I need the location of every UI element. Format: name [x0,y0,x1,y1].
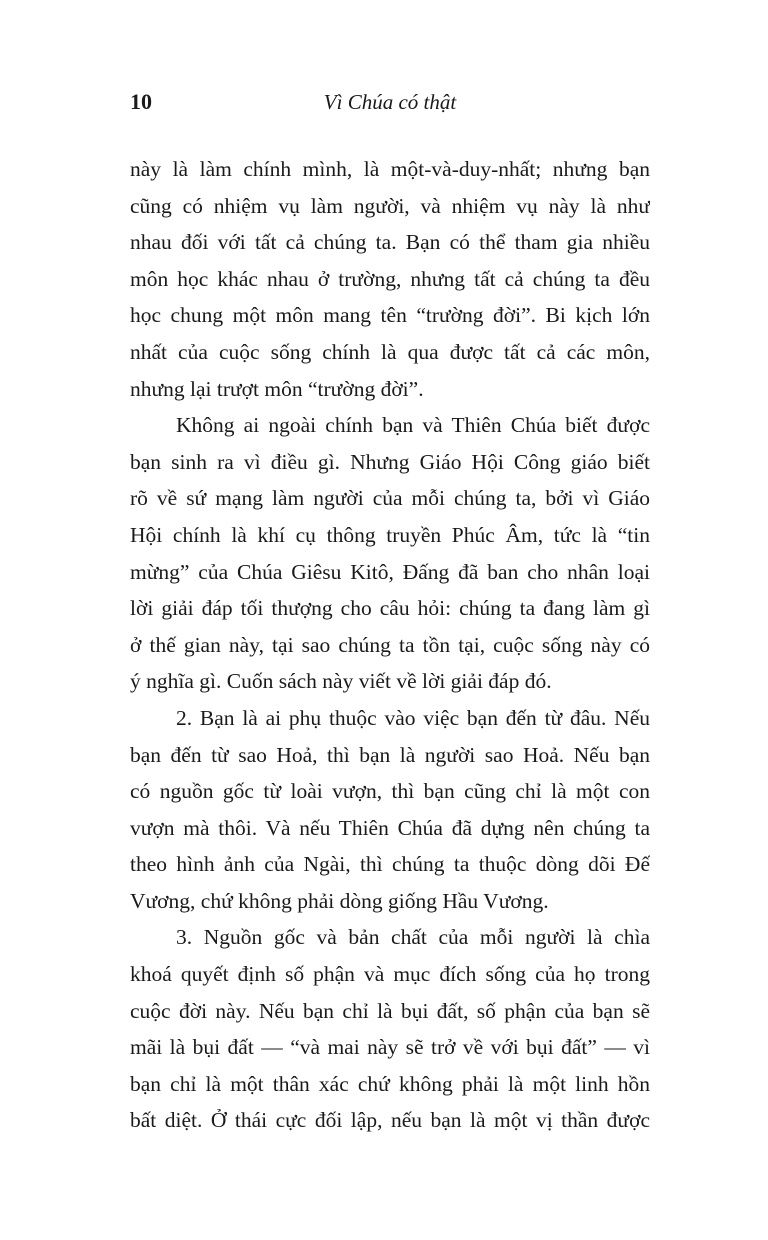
text-line: bạn đến từ sao Hoả, thì bạn là người sao Hoả. Nếu bạn [130,742,650,767]
page-header [130,84,650,120]
text-line: rõ về sứ mạng làm người của mỗi chúng ta, bởi vì Giáo [130,486,650,511]
paragraph-3 [130,700,650,920]
text-line: khoá quyết định số phận và mục đích sống của họ trong [130,962,650,987]
text-line: 2. Bạn là ai phụ thuộc vào việc bạn đến từ đâu. Nếu [176,705,650,730]
text-line: nhất của cuộc sống chính là qua được tất cả các môn, [130,339,650,364]
text-line: ở thế gian này, tại sao chúng ta tồn tại, cuộc sống này có [130,632,650,657]
text-line: Không ai ngoài chính bạn và Thiên Chúa biết được [176,413,650,438]
text-line: bạn sinh ra vì điều gì. Nhưng Giáo Hội Công giáo biết [130,449,650,474]
text-line: có nguồn gốc từ loài vượn, thì bạn cũng chỉ là một con [130,779,650,804]
text-line: ý nghĩa gì. Cuốn sách này viết về lời giải đáp đó. [130,669,552,694]
text-line: 3. Nguồn gốc và bản chất của mỗi người là chìa [176,925,650,950]
text-line: bạn chỉ là một thân xác chứ không phải là một linh hồn [130,1071,650,1096]
text-line: Vương, chứ không phải dòng giống Hầu Vương. [130,888,549,913]
text-line: theo hình ảnh của Ngài, thì chúng ta thuộc dòng dõi Đế [130,852,650,877]
paragraph-1 [130,151,650,407]
text-line: cũng có nhiệm vụ làm người, và nhiệm vụ này là như [130,193,650,218]
running-title: Vì Chúa có thật [323,90,457,114]
text-line: lời giải đáp tối thượng cho câu hỏi: chúng ta đang làm gì [130,596,650,621]
text-line: mừng” của Chúa Giêsu Kitô, Đấng đã ban cho nhân loại [130,559,650,584]
text-line: nhau đối với tất cả chúng ta. Bạn có thể tham gia nhiều [130,230,650,255]
paragraph-2 [130,407,650,700]
text-line: bất diệt. Ở thái cực đối lập, nếu bạn là một vị thần được [130,1108,650,1133]
body-text [130,151,650,1139]
paragraph-4 [130,919,650,1139]
text-line: mãi là bụi đất — “và mai này sẽ trở về với bụi đất” — vì [130,1035,650,1060]
page-number: 10 [130,89,152,114]
text-line: này là làm chính mình, là một-và-duy-nhất; nhưng bạn [130,157,650,181]
text-line: môn học khác nhau ở trường, nhưng tất cả chúng ta đều [130,266,650,291]
text-line: học chung một môn mang tên “trường đời”. Bi kịch lớn [130,303,650,328]
text-line: Hội chính là khí cụ thông truyền Phúc Âm, tức là “tin [130,522,650,547]
text-line: cuộc đời này. Nếu bạn chỉ là bụi đất, số phận của bạn sẽ [130,998,650,1023]
text-line: nhưng lại trượt môn “trường đời”. [130,376,424,401]
text-line: vượn mà thôi. Và nếu Thiên Chúa đã dựng nên chúng ta [130,815,650,840]
